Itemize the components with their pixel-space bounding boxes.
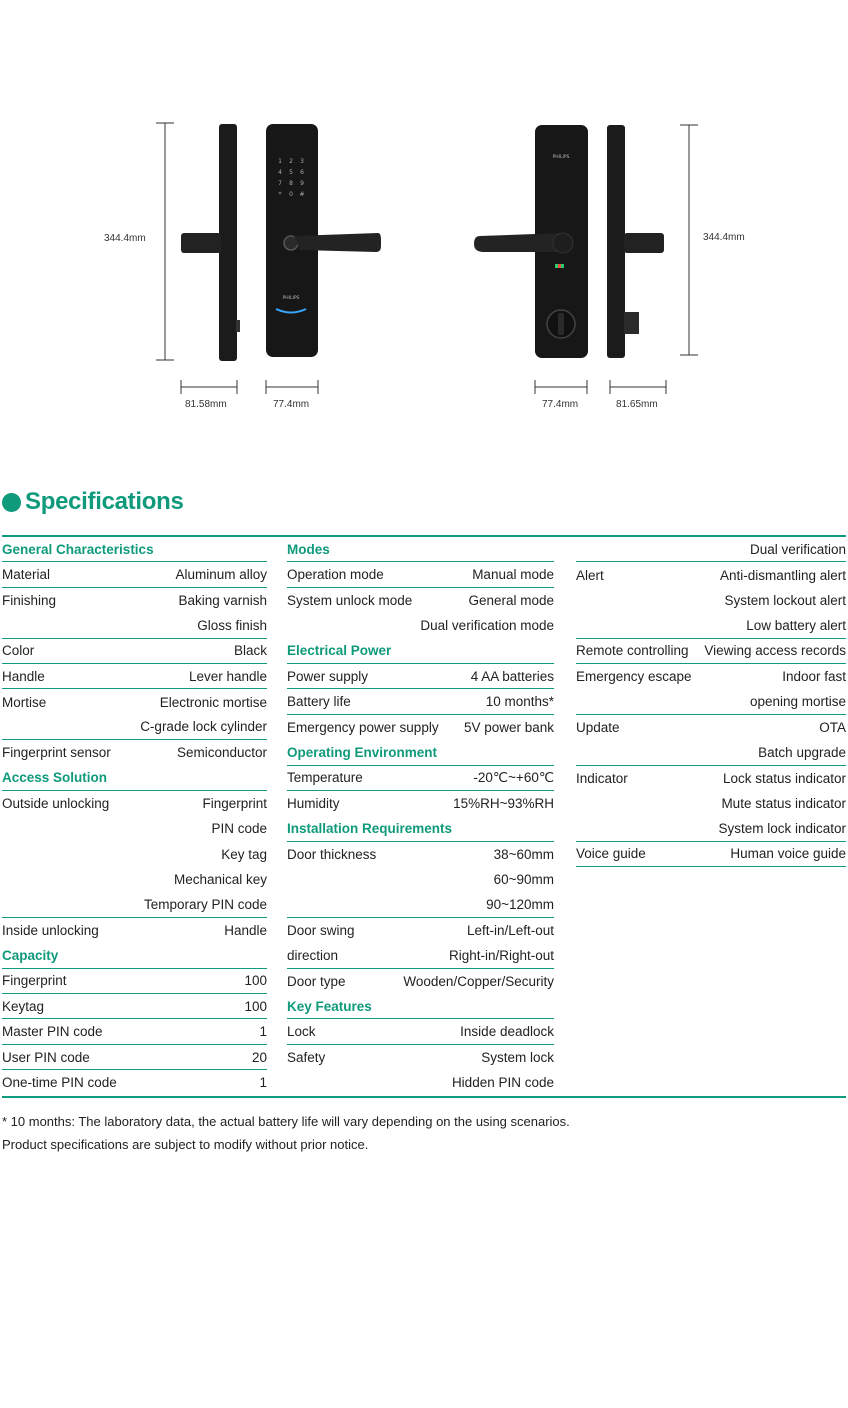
keypad-key: 6 bbox=[300, 169, 304, 176]
spec-key: Update bbox=[576, 719, 620, 735]
spec-key: Emergency escape bbox=[576, 669, 692, 685]
keypad-key: 7 bbox=[278, 180, 282, 187]
spec-row bbox=[287, 969, 554, 994]
spec-row bbox=[287, 1070, 554, 1095]
spec-value: Gloss finish bbox=[197, 617, 267, 633]
spec-value: Left-in/Left-out bbox=[466, 923, 554, 939]
spec-value: Electronic mortise bbox=[159, 694, 267, 710]
spec-value: Lever handle bbox=[188, 668, 267, 684]
spec-key: Lock bbox=[287, 1024, 316, 1040]
spec-key: System unlock mode bbox=[287, 592, 413, 608]
spec-row bbox=[287, 892, 554, 917]
spec-row bbox=[2, 1070, 267, 1095]
spec-row bbox=[2, 689, 267, 714]
spec-key: Power supply bbox=[287, 668, 369, 684]
spec-value: Aluminum alloy bbox=[175, 567, 267, 583]
spec-section-heading: Access Solution bbox=[2, 766, 267, 791]
spec-row bbox=[2, 588, 267, 613]
inside-lever-handle bbox=[474, 233, 562, 252]
spec-value: PIN code bbox=[211, 821, 267, 837]
spec-value: Semiconductor bbox=[176, 745, 267, 761]
spec-value: General mode bbox=[468, 592, 554, 608]
inside-side-profile bbox=[607, 125, 664, 358]
spec-value: 4 AA batteries bbox=[470, 668, 554, 684]
dimension-drawing bbox=[0, 0, 848, 440]
spec-value: Hidden PIN code bbox=[451, 1075, 554, 1091]
keypad-key: 1 bbox=[278, 158, 282, 165]
spec-key: Keytag bbox=[2, 998, 45, 1014]
spec-key: Mortise bbox=[2, 694, 47, 710]
spec-row bbox=[287, 664, 554, 689]
spec-row bbox=[287, 918, 554, 943]
spec-key: Fingerprint bbox=[2, 973, 67, 989]
spec-key: Door thickness bbox=[287, 846, 377, 862]
spec-value: Mute status indicator bbox=[721, 796, 846, 812]
spec-row bbox=[576, 842, 846, 867]
specifications-heading bbox=[2, 488, 184, 516]
outside-side-profile bbox=[181, 124, 240, 361]
spec-row bbox=[576, 791, 846, 816]
spec-row bbox=[2, 791, 267, 816]
spec-row bbox=[2, 562, 267, 587]
spec-key: Remote controlling bbox=[576, 643, 689, 659]
spec-key: Inside unlocking bbox=[2, 923, 99, 939]
specifications-title: Specifications bbox=[25, 488, 184, 515]
spec-key: Door type bbox=[287, 973, 346, 989]
spec-key: Door swing bbox=[287, 923, 355, 939]
keypad-key: # bbox=[299, 191, 305, 198]
keypad-key: 0 bbox=[289, 191, 293, 198]
inside-handle-hub bbox=[553, 233, 573, 253]
spec-row bbox=[287, 943, 554, 968]
spec-value: 1 bbox=[259, 1075, 267, 1091]
spec-value: System lock bbox=[481, 1050, 554, 1065]
spec-row bbox=[287, 842, 554, 867]
width-label-front: 77.4mm bbox=[273, 399, 310, 410]
spec-row bbox=[2, 918, 267, 943]
spec-value: Temporary PIN code bbox=[143, 897, 267, 913]
spec-value: 100 bbox=[244, 998, 267, 1014]
keypad-key: 9 bbox=[300, 180, 304, 187]
spec-row bbox=[576, 766, 846, 791]
spec-column-middle bbox=[287, 537, 554, 1096]
spec-row bbox=[2, 639, 267, 664]
spec-row bbox=[2, 842, 267, 867]
spec-row bbox=[287, 766, 554, 791]
spec-value: opening mortise bbox=[749, 694, 846, 710]
spec-value: Baking varnish bbox=[178, 592, 267, 608]
spec-row bbox=[287, 1019, 554, 1044]
spec-value: -20℃~+60℃ bbox=[473, 769, 554, 785]
spec-value: 100 bbox=[244, 973, 267, 989]
spec-row bbox=[287, 588, 554, 613]
height-label-right: 344.4mm bbox=[703, 232, 745, 243]
spec-value: Black bbox=[233, 643, 267, 659]
spec-key: direction bbox=[287, 947, 339, 963]
spec-row bbox=[2, 1019, 267, 1044]
spec-row bbox=[2, 994, 267, 1019]
spec-key: Outside unlocking bbox=[2, 796, 110, 812]
spec-value: Indoor fast bbox=[782, 669, 846, 685]
footnote-disclaimer: Product specifications are subject to modify without prior notice. bbox=[2, 1137, 369, 1152]
spec-value: Inside deadlock bbox=[460, 1024, 554, 1040]
spec-row bbox=[287, 1045, 554, 1070]
spec-row bbox=[576, 613, 846, 638]
spec-key: Alert bbox=[576, 567, 604, 583]
keypad-key: 4 bbox=[278, 169, 282, 176]
keypad-key: 8 bbox=[289, 180, 293, 187]
spec-key: Temperature bbox=[287, 770, 363, 786]
spec-section-heading: Key Features bbox=[287, 994, 554, 1019]
spec-value: Mechanical key bbox=[173, 872, 267, 888]
spec-key: Humidity bbox=[287, 796, 340, 812]
spec-row bbox=[287, 791, 554, 816]
spec-value: 10 months* bbox=[485, 694, 554, 710]
spec-value: Right-in/Right-out bbox=[448, 947, 554, 963]
lock-dimension-illustration bbox=[0, 0, 848, 440]
spec-row bbox=[287, 715, 554, 740]
spec-row bbox=[576, 740, 846, 765]
spec-key: Fingerprint sensor bbox=[2, 745, 111, 761]
spec-value: Manual mode bbox=[472, 567, 554, 583]
spec-row bbox=[287, 867, 554, 892]
spec-key: One-time PIN code bbox=[2, 1075, 117, 1091]
spec-value: Handle bbox=[224, 923, 267, 939]
spec-value: 90~120mm bbox=[486, 897, 554, 913]
spec-value: 38~60mm bbox=[493, 846, 554, 862]
spec-section-heading: General Characteristics bbox=[2, 537, 267, 562]
depth-label-left: 81.58mm bbox=[185, 399, 227, 410]
spec-key: Battery life bbox=[287, 694, 351, 710]
table-bottom-rule bbox=[2, 1096, 846, 1098]
spec-value: Lock status indicator bbox=[722, 770, 846, 786]
spec-key: Voice guide bbox=[576, 846, 646, 862]
spec-row bbox=[2, 740, 267, 765]
spec-row bbox=[2, 892, 267, 917]
spec-value: System lockout alert bbox=[724, 592, 846, 608]
keypad-key: * bbox=[278, 191, 282, 198]
spec-key: Master PIN code bbox=[2, 1024, 103, 1040]
spec-value: Viewing access records bbox=[704, 643, 846, 659]
spec-row bbox=[576, 689, 846, 714]
spec-row bbox=[287, 562, 554, 587]
spec-value: 20 bbox=[251, 1049, 267, 1065]
spec-value: Low battery alert bbox=[746, 617, 846, 633]
spec-value: System lock indicator bbox=[718, 820, 846, 836]
spec-row bbox=[2, 664, 267, 689]
spec-value: Dual verification bbox=[749, 541, 846, 557]
inside-back-panel bbox=[474, 125, 588, 358]
bullet-dot-icon bbox=[2, 493, 21, 512]
spec-value: Batch upgrade bbox=[758, 744, 846, 760]
spec-section-heading: Electrical Power bbox=[287, 639, 554, 664]
spec-key: Emergency power supply bbox=[287, 719, 439, 735]
spec-value: 1 bbox=[259, 1024, 267, 1040]
spec-row bbox=[2, 1045, 267, 1070]
spec-value: OTA bbox=[819, 719, 846, 735]
spec-section-heading: Modes bbox=[287, 537, 554, 562]
spec-section-heading: Capacity bbox=[2, 943, 267, 968]
spec-value: Human voice guide bbox=[730, 846, 846, 862]
spec-value: Wooden/Copper/Security bbox=[403, 973, 554, 989]
footnote-battery: * 10 months: The laboratory data, the actual battery life will vary depending on the using scenarios. bbox=[2, 1114, 570, 1129]
left-height-dimension-line bbox=[156, 123, 174, 360]
spec-value: Fingerprint bbox=[202, 796, 267, 812]
front-brand-logo: PHILIPS bbox=[282, 296, 300, 301]
spec-value: 5V power bank bbox=[463, 719, 554, 735]
right-height-dimension-line bbox=[680, 125, 698, 355]
spec-row bbox=[576, 816, 846, 841]
spec-key: Safety bbox=[287, 1050, 326, 1065]
spec-row bbox=[2, 816, 267, 841]
width-label-back: 77.4mm bbox=[542, 399, 579, 410]
spec-row bbox=[576, 588, 846, 613]
spec-value: Anti-dismantling alert bbox=[719, 567, 846, 583]
back-brand-logo: PHILIPS bbox=[552, 155, 570, 160]
spec-row bbox=[2, 715, 267, 740]
keypad-key: 2 bbox=[289, 158, 293, 165]
spec-value: 60~90mm bbox=[493, 872, 554, 888]
spec-column-left bbox=[2, 537, 267, 1096]
spec-row bbox=[2, 613, 267, 638]
spec-section-heading: Installation Requirements bbox=[287, 816, 554, 841]
outside-front-panel bbox=[266, 124, 381, 357]
spec-key: Finishing bbox=[2, 592, 57, 608]
keypad-key: 5 bbox=[289, 169, 293, 176]
width-dimension-lines bbox=[181, 380, 666, 394]
spec-row bbox=[2, 969, 267, 994]
spec-row bbox=[576, 562, 846, 587]
spec-value: Dual verification mode bbox=[420, 618, 554, 634]
outside-lever-handle bbox=[294, 233, 381, 252]
spec-key: Indicator bbox=[576, 770, 628, 786]
spec-row bbox=[287, 689, 554, 714]
spec-key: Operation mode bbox=[287, 567, 384, 583]
spec-value: C-grade lock cylinder bbox=[140, 719, 267, 735]
spec-row bbox=[576, 715, 846, 740]
depth-label-right: 81.65mm bbox=[616, 399, 658, 410]
spec-section-heading: Operating Environment bbox=[287, 740, 554, 765]
spec-key: Material bbox=[2, 567, 51, 583]
spec-row bbox=[576, 639, 846, 664]
spec-key: Color bbox=[2, 643, 35, 659]
height-label-left: 344.4mm bbox=[104, 233, 146, 244]
spec-row bbox=[576, 664, 846, 689]
spec-value: Key tag bbox=[221, 846, 267, 862]
spec-key: User PIN code bbox=[2, 1049, 90, 1065]
spec-row bbox=[287, 613, 554, 638]
spec-key: Handle bbox=[2, 668, 45, 684]
spec-row bbox=[2, 867, 267, 892]
spec-row bbox=[576, 537, 846, 562]
spec-column-right bbox=[576, 537, 846, 867]
spec-value: 15%RH~93%RH bbox=[453, 796, 554, 812]
keypad-key: 3 bbox=[300, 158, 304, 165]
